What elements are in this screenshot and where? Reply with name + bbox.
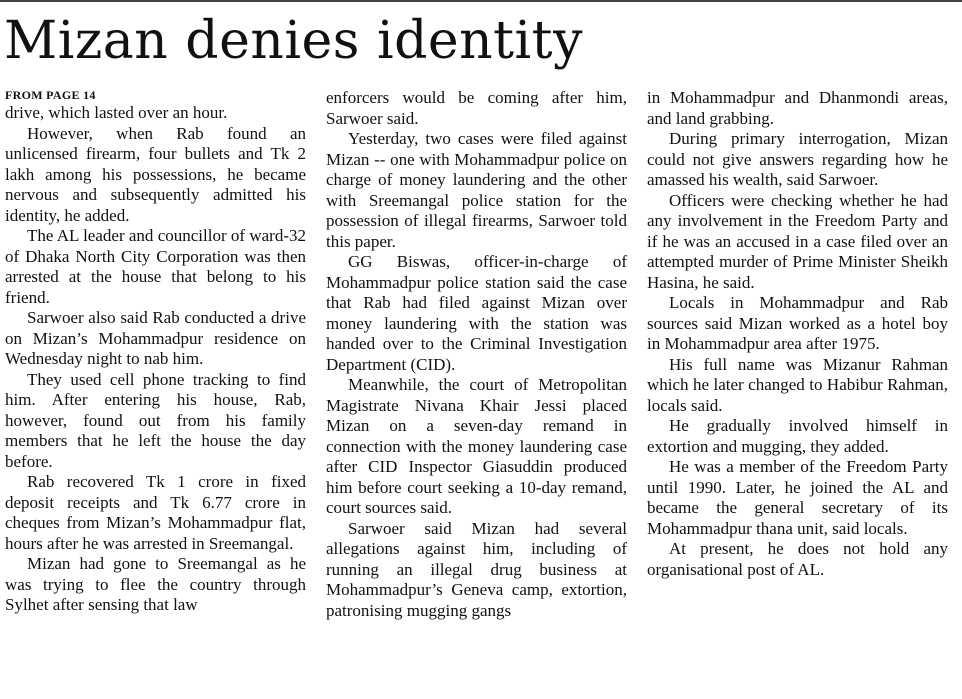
paragraph: His full name was Mizanur Rahman which he later changed to Habibur Rahman, locals said. xyxy=(647,354,948,415)
top-rule xyxy=(0,0,962,2)
paragraph: During primary interrogation, Mizan could not give answers regarding how he amassed his wealth, said Sarwoer. xyxy=(647,129,948,189)
paragraph: However, when Rab found an unlicensed firearm, four bullets and Tk 2 lakh among his possessions, he became nervous and subsequently admitted his identity, he added. xyxy=(5,123,306,225)
article-column-3 xyxy=(647,88,948,580)
paragraph: GG Biswas, officer-in-charge of Mohammadpur police station said the case that Rab had filed against Mizan over money laundering with the station was handed over to the Criminal Investigation Department (CID). xyxy=(326,252,627,374)
paragraph: The AL leader and councillor of ward-32 of Dhaka North City Corporation was then arrested at the house that belong to his friend. xyxy=(5,226,306,307)
paragraph: Yesterday, two cases were filed against Mizan -- one with Mohammadpur police on charge of money laundering and the other with Sreemangal police station for the possession of illegal firearms, Sarwoer told this paper. xyxy=(326,129,627,251)
paragraph: Sarwoer said Mizan had several allegations against him, including of running an illegal drug business at Mohammadpur’s Geneva camp, extortion, patronising mugging gangs xyxy=(326,518,627,620)
article-column-2 xyxy=(326,88,627,621)
paragraph: in Mohammadpur and Dhanmondi areas, and land grabbing. xyxy=(647,88,948,128)
paragraph: Sarwoer also said Rab conducted a drive on Mizan’s Mohammadpur residence on Wednesday night to nab him. xyxy=(5,308,306,368)
paragraph: They used cell phone tracking to find him. After entering his house, Rab, however, found out from his family members that he left the house the day before. xyxy=(5,369,306,471)
headline: Mizan denies identity xyxy=(4,11,583,71)
paragraph: drive, which lasted over an hour. xyxy=(5,103,228,122)
paragraph: Officers were checking whether he had any involvement in the Freedom Party and if he was an accused in a case filed over an attempted murder of Prime Minister Sheikh Hasina, he said. xyxy=(647,190,948,292)
paragraph: He gradually involved himself in extortion and mugging, they added. xyxy=(647,416,948,456)
paragraph: He was a member of the Freedom Party until 1990. Later, he joined the AL and became the general secretary of its Mohammadpur thana unit, said locals. xyxy=(647,457,948,538)
paragraph: At present, he does not hold any organisational post of AL. xyxy=(647,539,948,579)
paragraph: Meanwhile, the court of Metropolitan Magistrate Nivana Khair Jessi placed Mizan on a seven-day remand in connection with the money laundering case after CID Inspector Giasuddin produced him before court seeking a 10-day remand, court sources said. xyxy=(326,375,627,517)
paragraph: Rab recovered Tk 1 crore in fixed deposit receipts and Tk 6.77 crore in cheques from Mizan’s Mohammadpur flat, hours after he was arrested in Sreemangal. xyxy=(5,472,306,553)
continued-from-kicker: FROM PAGE 14 xyxy=(5,88,96,102)
paragraph: Mizan had gone to Sreemangal as he was trying to flee the country through Sylhet after sensing that law xyxy=(5,554,306,614)
paragraph: enforcers would be coming after him, Sarwoer said. xyxy=(326,88,627,128)
article-column-1 xyxy=(5,88,306,616)
paragraph: Locals in Mohammadpur and Rab sources said Mizan worked as a hotel boy in Mohammadpur area after 1975. xyxy=(647,293,948,353)
